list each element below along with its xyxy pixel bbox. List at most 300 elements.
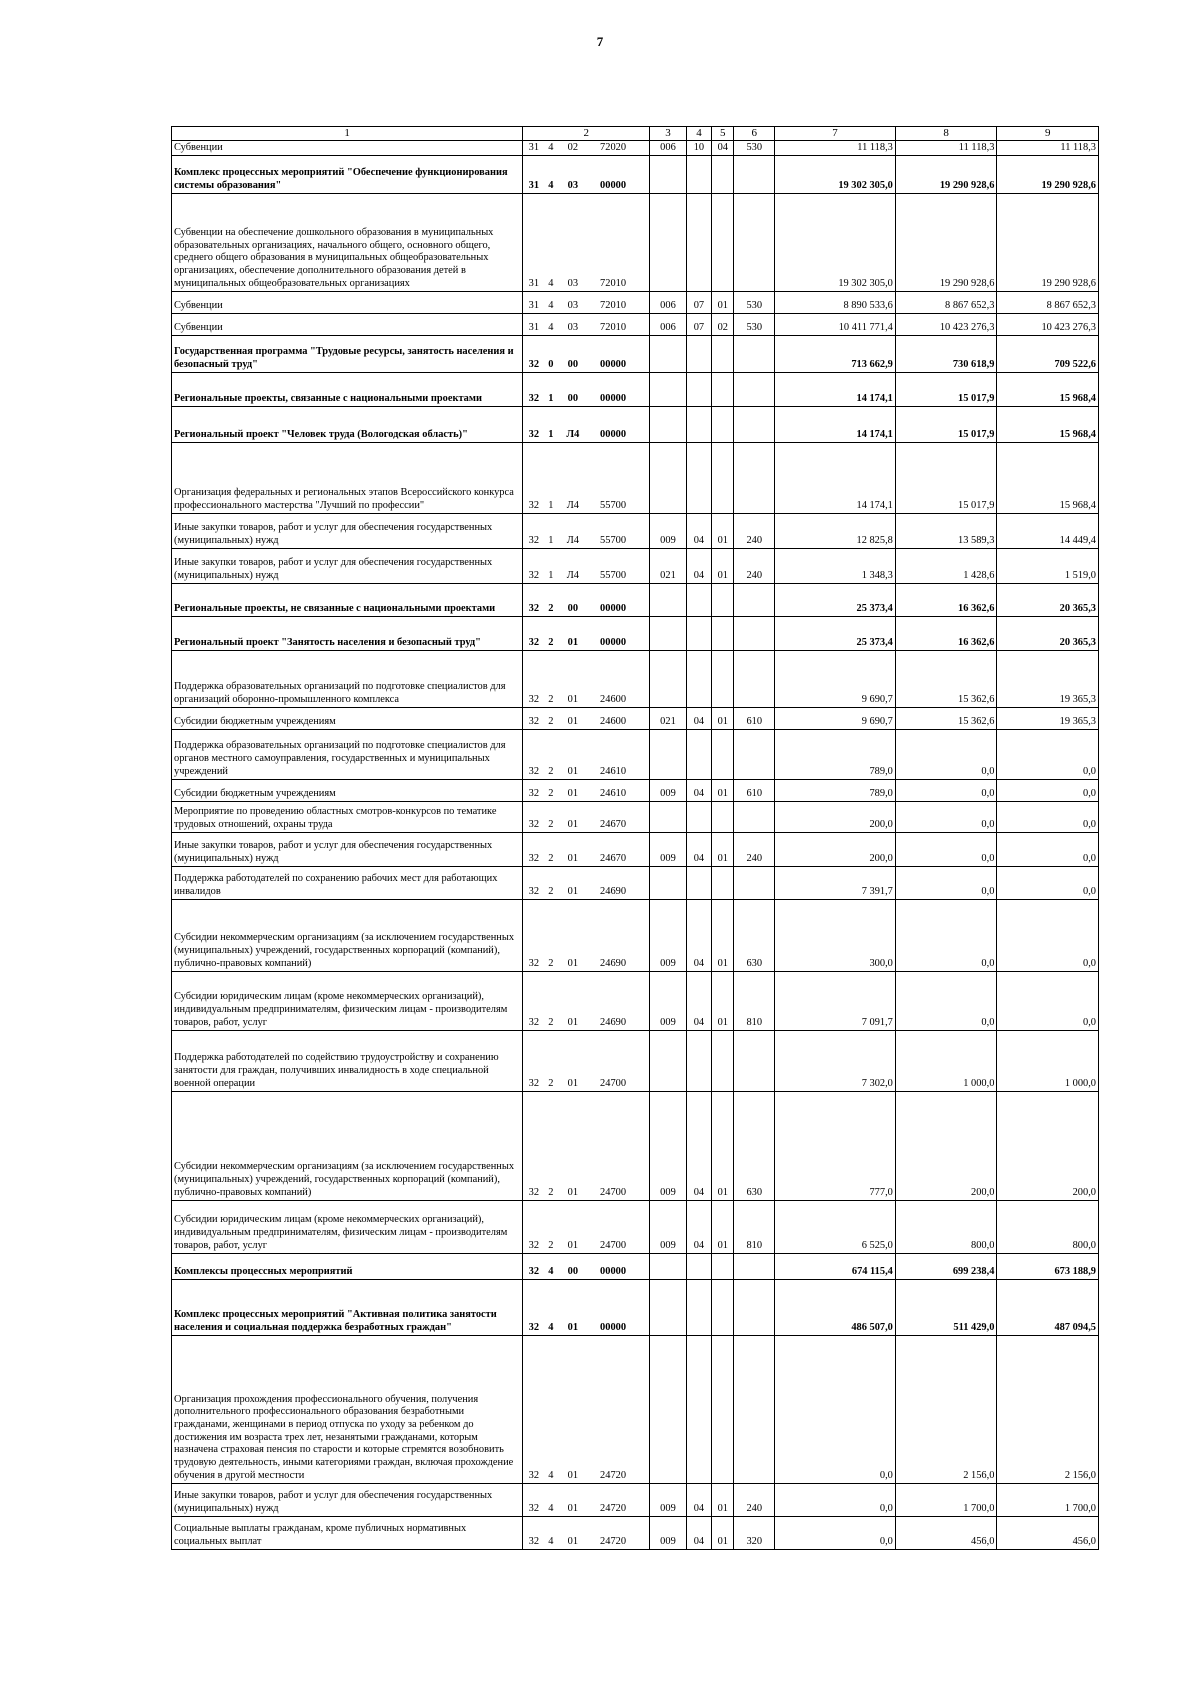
- code-part: 72010: [600, 299, 627, 311]
- subsection-cell: 01: [712, 1201, 734, 1254]
- expense-type-cell: 610: [734, 780, 775, 802]
- expense-code-cell: [650, 1254, 687, 1280]
- subsection-cell: [712, 407, 734, 443]
- header-row: [172, 127, 1099, 141]
- expense-type-cell: 240: [734, 833, 775, 867]
- table-row: [172, 1336, 1099, 1484]
- expense-type-cell: [734, 617, 775, 651]
- expense-type-cell: [734, 651, 775, 708]
- expense-type-cell: [734, 867, 775, 900]
- code-part: 01: [567, 1469, 579, 1481]
- target-article-code: [523, 708, 650, 730]
- expense-code-cell: 021: [650, 549, 687, 584]
- expense-type-cell: 320: [734, 1517, 775, 1550]
- row-name: Поддержка работодателей по содействию трудоустройству и сохранению занятости для граждан, получивших инвалидность в ходе специальной военной операции: [172, 1031, 523, 1092]
- expense-code-cell: [650, 651, 687, 708]
- amount-col8: 15 017,9: [895, 443, 997, 514]
- section-cell: 04: [686, 549, 711, 584]
- code-part: 4: [548, 1535, 554, 1547]
- code-part: 2: [548, 602, 554, 614]
- code-part: 72010: [600, 277, 627, 289]
- code-part: 24670: [600, 852, 627, 864]
- amount-col9: 15 968,4: [997, 443, 1099, 514]
- code-part: 4: [548, 321, 554, 333]
- amount-col9: 0,0: [997, 972, 1099, 1031]
- expense-code-cell: 009: [650, 780, 687, 802]
- target-article-code: [523, 314, 650, 336]
- expense-code-cell: 009: [650, 900, 687, 972]
- code-part: 24690: [600, 1016, 627, 1028]
- code-part: 24720: [600, 1469, 627, 1481]
- section-cell: [686, 1280, 711, 1336]
- amount-col9: 487 094,5: [997, 1280, 1099, 1336]
- code-part: 2: [548, 787, 554, 799]
- target-article-code: [523, 141, 650, 156]
- amount-col8: 11 118,3: [895, 141, 997, 156]
- amount-col9: 14 449,4: [997, 514, 1099, 549]
- code-part: 32: [528, 957, 540, 969]
- amount-col7: 19 302 305,0: [775, 194, 896, 292]
- code-part: 32: [528, 1016, 540, 1028]
- code-part: 32: [528, 1186, 540, 1198]
- code-part: 55700: [600, 569, 627, 581]
- section-cell: 04: [686, 972, 711, 1031]
- expense-type-cell: [734, 373, 775, 407]
- code-part: 1: [548, 499, 554, 511]
- target-article-code: [523, 617, 650, 651]
- code-part: 00000: [600, 602, 627, 614]
- expense-code-cell: 006: [650, 314, 687, 336]
- code-part: 32: [528, 885, 540, 897]
- amount-col9: 15 968,4: [997, 407, 1099, 443]
- header-cell: 6: [734, 127, 775, 141]
- amount-col8: 0,0: [895, 972, 997, 1031]
- expense-code-cell: 021: [650, 708, 687, 730]
- target-article-code: [523, 1484, 650, 1517]
- expense-code-cell: 009: [650, 514, 687, 549]
- code-part: 01: [567, 765, 579, 777]
- code-part: 1: [548, 428, 554, 440]
- code-part: 24720: [600, 1502, 627, 1514]
- code-part: 00: [567, 1265, 579, 1277]
- expense-type-cell: 630: [734, 900, 775, 972]
- code-part: 2: [548, 1016, 554, 1028]
- section-cell: [686, 443, 711, 514]
- code-part: 4: [548, 141, 554, 153]
- code-part: 32: [528, 1502, 540, 1514]
- table-row: [172, 549, 1099, 584]
- table-row: [172, 141, 1099, 156]
- amount-col8: 15 017,9: [895, 373, 997, 407]
- row-name: Организация прохождения профессионального обучения, получения дополнительного профессионального образования безработными гражданами, женщинами в период отпуска по уходу за ребенком до достижения им возраста трех лет, незанятыми гражданами, которым назначена страховая пенсия по старости и которые стремятся возобновить трудовую деятельность, иными категориями граждан, включая прохождение обучения в другой местности: [172, 1336, 523, 1484]
- section-cell: 07: [686, 292, 711, 314]
- expense-type-cell: [734, 1254, 775, 1280]
- code-part: 2: [548, 765, 554, 777]
- expense-type-cell: 530: [734, 314, 775, 336]
- subsection-cell: [712, 1254, 734, 1280]
- amount-col8: 456,0: [895, 1517, 997, 1550]
- code-part: 0: [548, 358, 554, 370]
- target-article-code: [523, 1031, 650, 1092]
- table-row: [172, 292, 1099, 314]
- expense-type-cell: 530: [734, 141, 775, 156]
- table-row: [172, 514, 1099, 549]
- header-cell: 4: [686, 127, 711, 141]
- code-part: 24700: [600, 1077, 627, 1089]
- table-row: [172, 708, 1099, 730]
- amount-col7: 14 174,1: [775, 407, 896, 443]
- amount-col8: 16 362,6: [895, 617, 997, 651]
- expense-code-cell: [650, 1336, 687, 1484]
- code-part: 2: [548, 957, 554, 969]
- expense-code-cell: 006: [650, 141, 687, 156]
- section-cell: [686, 730, 711, 780]
- code-part: 01: [567, 1186, 579, 1198]
- code-part: 00000: [600, 1265, 627, 1277]
- amount-col7: 200,0: [775, 833, 896, 867]
- subsection-cell: 01: [712, 780, 734, 802]
- table-row: [172, 1484, 1099, 1517]
- amount-col7: 9 690,7: [775, 651, 896, 708]
- expense-code-cell: 009: [650, 1092, 687, 1201]
- amount-col9: 1 000,0: [997, 1031, 1099, 1092]
- subsection-cell: [712, 730, 734, 780]
- subsection-cell: [712, 584, 734, 617]
- expense-type-cell: 630: [734, 1092, 775, 1201]
- amount-col7: 200,0: [775, 802, 896, 833]
- row-name: Социальные выплаты гражданам, кроме публичных нормативных социальных выплат: [172, 1517, 523, 1550]
- expense-type-cell: 810: [734, 972, 775, 1031]
- table-row: [172, 584, 1099, 617]
- amount-col9: 19 365,3: [997, 708, 1099, 730]
- row-name: Субсидии некоммерческим организациям (за исключением государственных (муниципальных) учреждений, государственных корпораций (компаний), публично-правовых компаний): [172, 1092, 523, 1201]
- amount-col9: 0,0: [997, 833, 1099, 867]
- table-row: [172, 407, 1099, 443]
- code-part: 01: [567, 852, 579, 864]
- amount-col7: 777,0: [775, 1092, 896, 1201]
- amount-col9: 8 867 652,3: [997, 292, 1099, 314]
- expense-code-cell: 009: [650, 1484, 687, 1517]
- code-part: 4: [548, 1321, 554, 1333]
- expense-type-cell: [734, 407, 775, 443]
- target-article-code: [523, 780, 650, 802]
- subsection-cell: [712, 336, 734, 373]
- amount-col7: 789,0: [775, 780, 896, 802]
- row-name: Иные закупки товаров, работ и услуг для обеспечения государственных (муниципальных) нужд: [172, 514, 523, 549]
- amount-col7: 1 348,3: [775, 549, 896, 584]
- code-part: 01: [567, 1535, 579, 1547]
- code-part: 31: [528, 277, 540, 289]
- target-article-code: [523, 1336, 650, 1484]
- expense-code-cell: [650, 730, 687, 780]
- amount-col9: 2 156,0: [997, 1336, 1099, 1484]
- code-part: 01: [567, 1077, 579, 1089]
- subsection-cell: [712, 867, 734, 900]
- row-name: Мероприятие по проведению областных смотров-конкурсов по тематике трудовых отношений, охраны труда: [172, 802, 523, 833]
- amount-col7: 12 825,8: [775, 514, 896, 549]
- row-name: Иные закупки товаров, работ и услуг для обеспечения государственных (муниципальных) нужд: [172, 833, 523, 867]
- code-part: 01: [567, 1016, 579, 1028]
- code-part: Л4: [566, 428, 580, 440]
- section-cell: 04: [686, 1484, 711, 1517]
- amount-col7: 19 302 305,0: [775, 156, 896, 194]
- table-row: [172, 314, 1099, 336]
- amount-col7: 25 373,4: [775, 584, 896, 617]
- code-part: 01: [567, 636, 579, 648]
- code-part: 01: [567, 1502, 579, 1514]
- code-part: 00000: [600, 358, 627, 370]
- expense-code-cell: [650, 867, 687, 900]
- expense-type-cell: [734, 584, 775, 617]
- subsection-cell: 01: [712, 833, 734, 867]
- code-part: 32: [528, 1469, 540, 1481]
- table-row: [172, 730, 1099, 780]
- code-part: 4: [548, 1265, 554, 1277]
- amount-col8: 0,0: [895, 730, 997, 780]
- section-cell: [686, 194, 711, 292]
- section-cell: [686, 1336, 711, 1484]
- subsection-cell: [712, 373, 734, 407]
- amount-col7: 14 174,1: [775, 443, 896, 514]
- table-row: [172, 336, 1099, 373]
- amount-col9: 0,0: [997, 867, 1099, 900]
- target-article-code: [523, 1254, 650, 1280]
- section-cell: [686, 1254, 711, 1280]
- expense-type-cell: [734, 1031, 775, 1092]
- code-part: 01: [567, 885, 579, 897]
- section-cell: [686, 651, 711, 708]
- amount-col9: 800,0: [997, 1201, 1099, 1254]
- amount-col8: 16 362,6: [895, 584, 997, 617]
- expense-code-cell: [650, 802, 687, 833]
- page-number: 7: [596, 34, 604, 49]
- subsection-cell: 01: [712, 1517, 734, 1550]
- code-part: 1: [548, 569, 554, 581]
- target-article-code: [523, 651, 650, 708]
- code-part: 01: [567, 1321, 579, 1333]
- code-part: 2: [548, 1186, 554, 1198]
- code-part: Л4: [566, 569, 579, 581]
- target-article-code: [523, 194, 650, 292]
- amount-col7: 14 174,1: [775, 373, 896, 407]
- amount-col7: 486 507,0: [775, 1280, 896, 1336]
- table-body: [172, 141, 1099, 1550]
- row-name: Комплексы процессных мероприятий: [172, 1254, 523, 1280]
- amount-col7: 7 091,7: [775, 972, 896, 1031]
- section-cell: 07: [686, 314, 711, 336]
- code-part: 01: [567, 787, 579, 799]
- code-part: 01: [567, 693, 579, 705]
- code-part: 24610: [600, 787, 627, 799]
- row-name: Комплекс процессных мероприятий "Обеспечение функционирования системы образования": [172, 156, 523, 194]
- code-part: 31: [528, 141, 540, 153]
- code-part: 24670: [600, 818, 627, 830]
- section-cell: 04: [686, 1201, 711, 1254]
- code-part: 55700: [600, 534, 627, 546]
- amount-col9: 456,0: [997, 1517, 1099, 1550]
- code-part: 01: [567, 1239, 579, 1251]
- code-part: 32: [528, 392, 540, 404]
- code-part: 24600: [600, 693, 627, 705]
- code-part: 00000: [600, 636, 627, 648]
- code-part: 2: [548, 715, 554, 727]
- table-row: [172, 1201, 1099, 1254]
- table-row: [172, 900, 1099, 972]
- section-cell: 10: [686, 141, 711, 156]
- section-cell: [686, 867, 711, 900]
- code-part: 24700: [600, 1239, 627, 1251]
- code-part: 2: [548, 885, 554, 897]
- table-row: [172, 972, 1099, 1031]
- table-row: [172, 1031, 1099, 1092]
- expense-type-cell: 530: [734, 292, 775, 314]
- code-part: 32: [528, 818, 540, 830]
- code-part: 32: [528, 636, 540, 648]
- header-cell: 9: [997, 127, 1099, 141]
- amount-col7: 6 525,0: [775, 1201, 896, 1254]
- subsection-cell: 01: [712, 292, 734, 314]
- table-row: [172, 373, 1099, 407]
- expense-type-cell: [734, 156, 775, 194]
- table-row: [172, 867, 1099, 900]
- subsection-cell: [712, 651, 734, 708]
- code-part: 01: [567, 715, 579, 727]
- subsection-cell: 01: [712, 549, 734, 584]
- amount-col9: 709 522,6: [997, 336, 1099, 373]
- expense-type-cell: [734, 443, 775, 514]
- row-name: Поддержка образовательных организаций по подготовке специалистов для органов местного самоуправления, государственных и муниципальных учреждений: [172, 730, 523, 780]
- row-name: Региональные проекты, не связанные с национальными проектами: [172, 584, 523, 617]
- code-part: 32: [528, 1239, 540, 1251]
- expense-code-cell: 009: [650, 1517, 687, 1550]
- target-article-code: [523, 373, 650, 407]
- code-part: 24690: [600, 957, 627, 969]
- amount-col7: 0,0: [775, 1517, 896, 1550]
- target-article-code: [523, 336, 650, 373]
- target-article-code: [523, 1201, 650, 1254]
- code-part: 32: [528, 1535, 540, 1547]
- expense-code-cell: [650, 407, 687, 443]
- code-part: 1: [548, 392, 554, 404]
- expense-code-cell: [650, 156, 687, 194]
- subsection-cell: 04: [712, 141, 734, 156]
- code-part: 2: [548, 852, 554, 864]
- code-part: 4: [548, 1502, 554, 1514]
- amount-col8: 730 618,9: [895, 336, 997, 373]
- header-cell: 1: [172, 127, 523, 141]
- section-cell: 04: [686, 900, 711, 972]
- expense-type-cell: 240: [734, 1484, 775, 1517]
- code-part: 4: [548, 1469, 554, 1481]
- table-row: [172, 833, 1099, 867]
- code-part: 32: [528, 428, 540, 440]
- subsection-cell: [712, 1336, 734, 1484]
- code-part: 00000: [600, 1321, 627, 1333]
- subsection-cell: [712, 443, 734, 514]
- section-cell: 04: [686, 514, 711, 549]
- code-part: 2: [548, 1239, 554, 1251]
- amount-col7: 7 391,7: [775, 867, 896, 900]
- expense-code-cell: 009: [650, 1201, 687, 1254]
- amount-col8: 0,0: [895, 833, 997, 867]
- code-part: 32: [528, 358, 540, 370]
- row-name: Субсидии бюджетным учреждениям: [172, 780, 523, 802]
- section-cell: [686, 336, 711, 373]
- expense-code-cell: 006: [650, 292, 687, 314]
- table-row: [172, 1517, 1099, 1550]
- subsection-cell: [712, 194, 734, 292]
- code-part: 4: [548, 277, 554, 289]
- amount-col8: 15 017,9: [895, 407, 997, 443]
- row-name: Субсидии юридическим лицам (кроме некоммерческих организаций), индивидуальным предпринимателям, физическим лицам - производителям товаров, работ, услуг: [172, 972, 523, 1031]
- amount-col7: 11 118,3: [775, 141, 896, 156]
- row-name: Субвенции: [172, 314, 523, 336]
- target-article-code: [523, 514, 650, 549]
- amount-col8: 2 156,0: [895, 1336, 997, 1484]
- amount-col9: 11 118,3: [997, 141, 1099, 156]
- subsection-cell: 01: [712, 972, 734, 1031]
- section-cell: 04: [686, 708, 711, 730]
- amount-col8: 0,0: [895, 780, 997, 802]
- row-name: Субвенции: [172, 292, 523, 314]
- amount-col7: 25 373,4: [775, 617, 896, 651]
- expense-code-cell: [650, 373, 687, 407]
- table-row: [172, 1254, 1099, 1280]
- code-part: Л4: [566, 499, 579, 511]
- code-part: 32: [528, 569, 540, 581]
- code-part: 03: [567, 179, 579, 191]
- amount-col9: 1 519,0: [997, 549, 1099, 584]
- expense-type-cell: [734, 1336, 775, 1484]
- amount-col9: 19 290 928,6: [997, 194, 1099, 292]
- header-cell: 7: [775, 127, 896, 141]
- row-name: Субсидии бюджетным учреждениям: [172, 708, 523, 730]
- subsection-cell: 01: [712, 1484, 734, 1517]
- section-cell: [686, 802, 711, 833]
- row-name: Иные закупки товаров, работ и услуг для обеспечения государственных (муниципальных) нужд: [172, 549, 523, 584]
- expense-code-cell: 009: [650, 972, 687, 1031]
- amount-col9: 0,0: [997, 802, 1099, 833]
- expense-type-cell: 610: [734, 708, 775, 730]
- code-part: 02: [567, 141, 579, 153]
- table-row: [172, 1280, 1099, 1336]
- row-name: Поддержка работодателей по сохранению рабочих мест для работающих инвалидов: [172, 867, 523, 900]
- section-cell: 04: [686, 1092, 711, 1201]
- expense-type-cell: 810: [734, 1201, 775, 1254]
- expense-code-cell: [650, 584, 687, 617]
- row-name: Иные закупки товаров, работ и услуг для обеспечения государственных (муниципальных) нужд: [172, 1484, 523, 1517]
- row-name: Субсидии юридическим лицам (кроме некоммерческих организаций), индивидуальным предпринимателям, физическим лицам - производителям товаров, работ, услуг: [172, 1201, 523, 1254]
- budget-table: [171, 126, 1099, 1550]
- amount-col8: 10 423 276,3: [895, 314, 997, 336]
- code-part: Л4: [566, 534, 579, 546]
- row-name: Субвенции на обеспечение дошкольного образования в муниципальных образовательных организациях, начального общего, основного общего, среднего общего образования в муниципальных общеобразовательных организациях, обеспечение дополнительного образования детей в муниципальных общеобразовательных организациях: [172, 194, 523, 292]
- section-cell: 04: [686, 780, 711, 802]
- header-cell: 5: [712, 127, 734, 141]
- expense-code-cell: [650, 336, 687, 373]
- code-part: 03: [567, 277, 579, 289]
- amount-col9: 1 700,0: [997, 1484, 1099, 1517]
- section-cell: [686, 1031, 711, 1092]
- subsection-cell: 01: [712, 900, 734, 972]
- target-article-code: [523, 730, 650, 780]
- code-part: 32: [528, 693, 540, 705]
- code-part: 00: [567, 358, 579, 370]
- amount-col9: 0,0: [997, 780, 1099, 802]
- amount-col9: 0,0: [997, 730, 1099, 780]
- amount-col7: 10 411 771,4: [775, 314, 896, 336]
- code-part: 32: [528, 1321, 540, 1333]
